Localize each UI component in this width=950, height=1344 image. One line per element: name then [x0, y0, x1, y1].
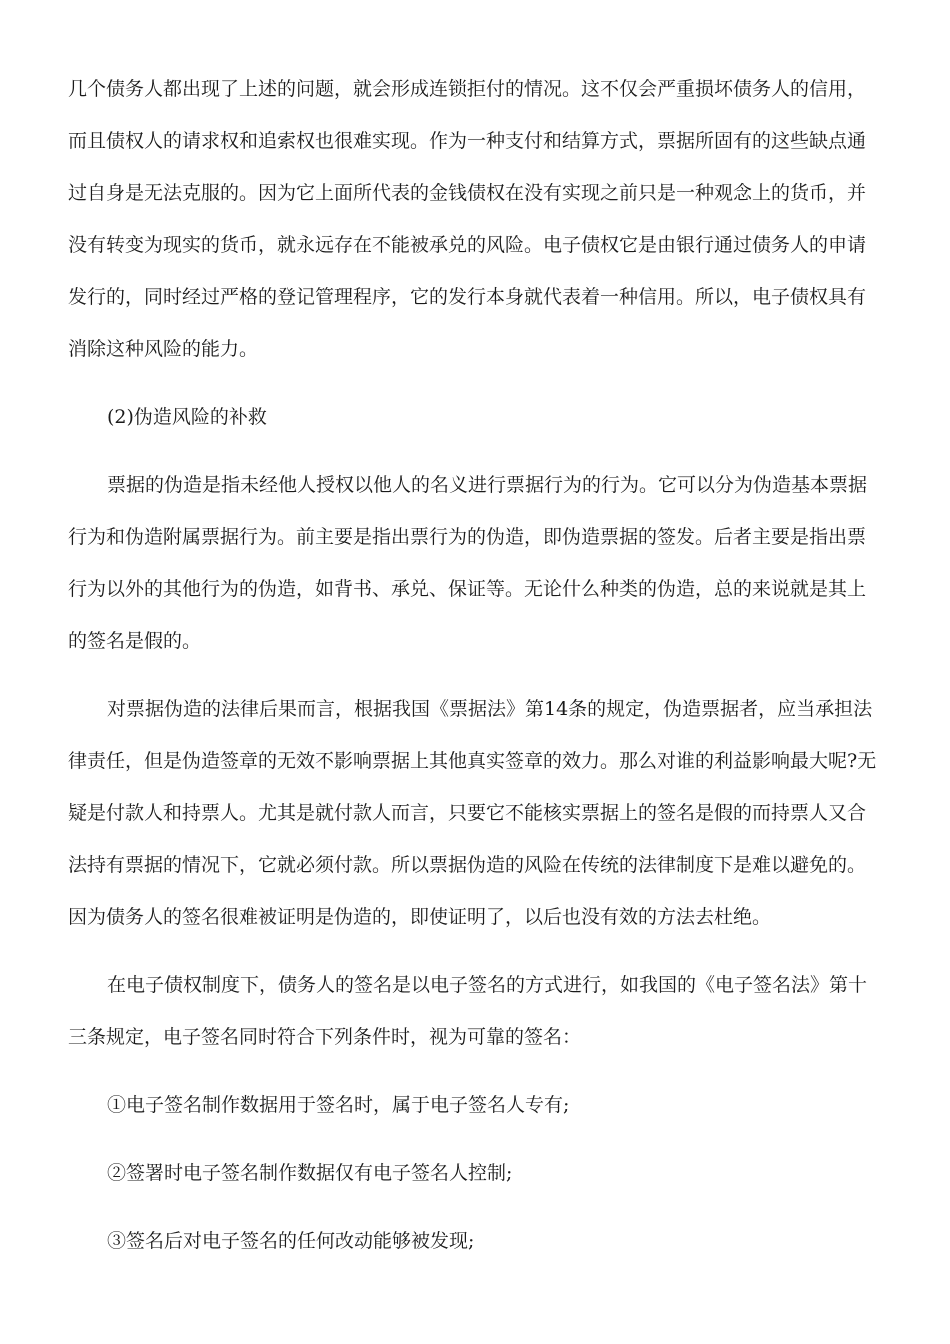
text-line: 票据的伪造是指未经他人授权以他人的名义进行票据行为的行为。它可以分为伪造基本票据	[107, 474, 868, 496]
text-line: 对票据伪造的法律后果而言，根据我国《票据法》第14条的规定，伪造票据者，应当承担法	[107, 698, 873, 720]
text-line: 因为债务人的签名很难被证明是伪造的，即使证明了，以后也没有效的方法去杜绝。	[68, 906, 772, 928]
text-line: 律责任，但是伪造签章的无效不影响票据上其他真实签章的效力。那么对谁的利益影响最大呢?无	[68, 750, 877, 772]
text-line: 没有转变为现实的货币，就永远存在不能被承兑的风险。电子债权它是由银行通过债务人的申请	[68, 234, 867, 256]
list-item: ①电子签名制作数据用于签名时，属于电子签名人专有;	[107, 1094, 570, 1116]
text-line: 疑是付款人和持票人。尤其是就付款人而言，只要它不能核实票据上的签名是假的而持票人又合	[68, 802, 867, 824]
section-heading: (2)伪造风险的补救	[107, 406, 267, 428]
text-line: 在电子债权制度下，债务人的签名是以电子签名的方式进行，如我国的《电子签名法》第十	[107, 974, 868, 996]
text-line: 行为以外的其他行为的伪造，如背书、承兑、保证等。无论什么种类的伪造，总的来说就是其上	[68, 578, 867, 600]
list-item: ②签署时电子签名制作数据仅有电子签名人控制;	[107, 1162, 513, 1184]
text-line: 发行的，同时经过严格的登记管理程序，它的发行本身就代表着一种信用。所以，电子债权具有	[68, 286, 867, 308]
list-item: ③签名后对电子签名的任何改动能够被发现;	[107, 1230, 475, 1252]
text-line: 几个债务人都出现了上述的问题，就会形成连锁拒付的情况。这不仅会严重损坏债务人的信用，	[68, 78, 867, 100]
text-line: 消除这种风险的能力。	[68, 338, 259, 360]
text-line: 行为和伪造附属票据行为。前主要是指出票行为的伪造，即伪造票据的签发。后者主要是指出票	[68, 526, 867, 548]
text-line: 的签名是假的。	[68, 630, 202, 652]
text-line: 三条规定，电子签名同时符合下列条件时，视为可靠的签名：	[68, 1026, 582, 1048]
text-line: 法持有票据的情况下，它就必须付款。所以票据伪造的风险在传统的法律制度下是难以避免的。	[68, 854, 867, 876]
text-line: 而且债权人的请求权和追索权也很难实现。作为一种支付和结算方式，票据所固有的这些缺点通	[68, 130, 867, 152]
text-line: 过自身是无法克服的。因为它上面所代表的金钱债权在没有实现之前只是一种观念上的货币，并	[68, 182, 867, 204]
